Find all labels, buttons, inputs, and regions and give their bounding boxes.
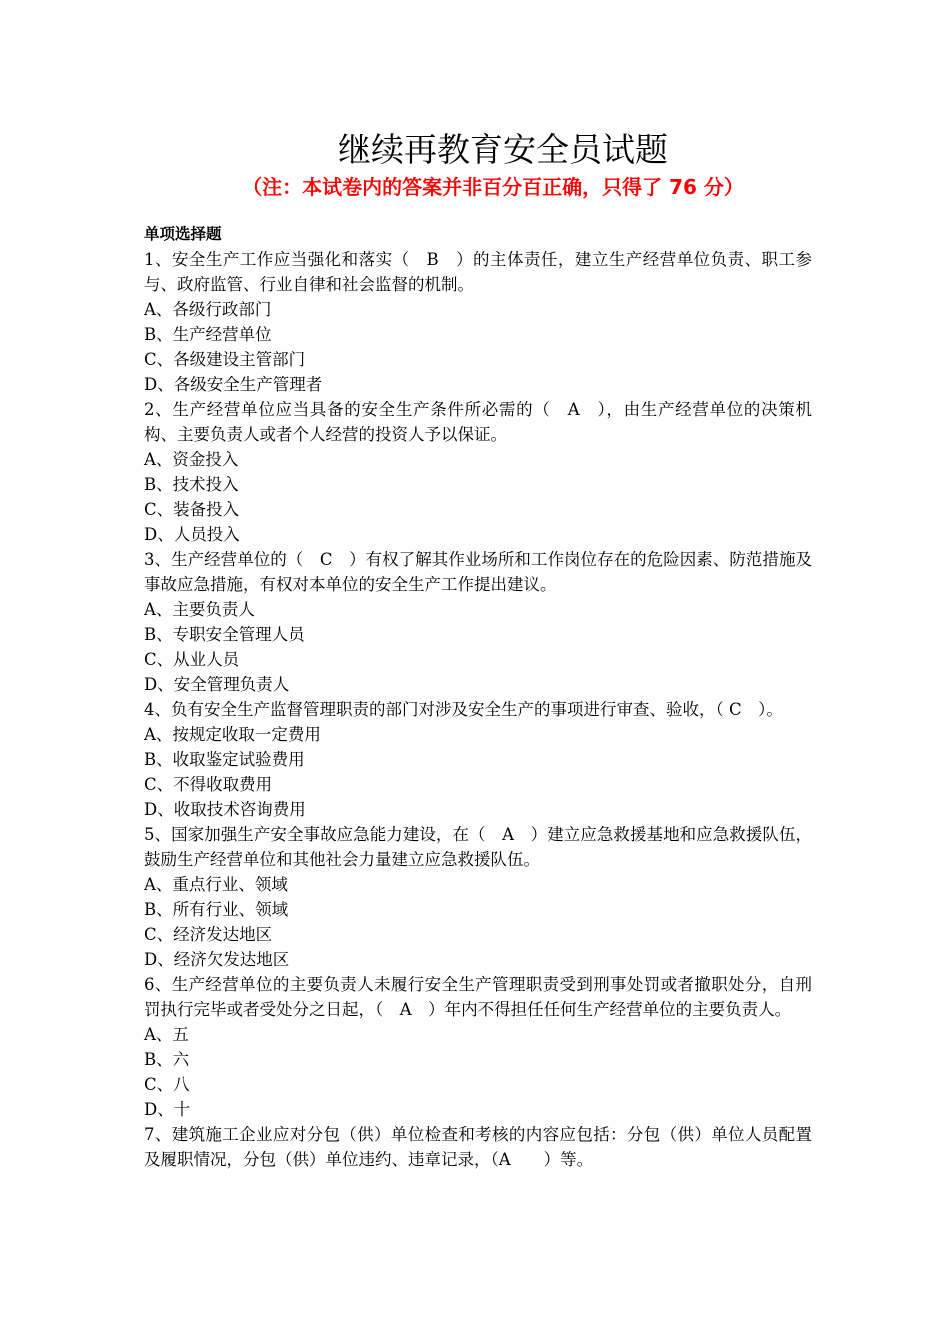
answer-option: D、十 <box>144 1100 191 1119</box>
answer-option: B、生产经营单位 <box>144 325 272 344</box>
question-text: 4、负有安全生产监督管理职责的部门对涉及安全生产的事项进行审查、验收，（ C ）。 <box>144 700 783 719</box>
answer-option: C、装备投入 <box>144 500 240 519</box>
score-note: （注：本试卷内的答案并非百分百正确，只得了 76 分） <box>242 175 744 199</box>
answer-option: A、资金投入 <box>144 450 239 469</box>
question-text: 3、生产经营单位的（ C ）有权了解其作业场所和工作岗位存在的危险因素、防范措施及事故应急措施，有权对本单位的安全生产工作提出建议。 <box>144 550 812 594</box>
answer-option: D、各级安全生产管理者 <box>144 375 323 394</box>
question-text: 7、建筑施工企业应对分包（供）单位检查和考核的内容应包括：分包（供）单位人员配置及履职情况，分包（供）单位违约、违章记录，（A ）等。 <box>144 1125 812 1169</box>
answer-option: C、各级建设主管部门 <box>144 350 306 369</box>
question-list <box>144 247 812 1172</box>
answer-option: D、人员投入 <box>144 525 240 544</box>
answer-option: B、技术投入 <box>144 475 239 494</box>
answer-option: A、重点行业、领域 <box>144 875 288 894</box>
section-heading: 单项选择题 <box>144 225 222 243</box>
answer-option: D、收取技术咨询费用 <box>144 800 306 819</box>
answer-option: D、经济欠发达地区 <box>144 950 290 969</box>
document-title: 继续再教育安全员试题 <box>338 130 668 169</box>
question-text: 2、生产经营单位应当具备的安全生产条件所必需的（ A ），由生产经营单位的决策机构、主要负责人或者个人经营的投资人予以保证。 <box>144 400 812 444</box>
exam-document <box>144 128 812 1172</box>
answer-option: B、所有行业、领域 <box>144 900 289 919</box>
answer-option: C、八 <box>144 1075 190 1094</box>
question-text: 5、国家加强生产安全事故应急能力建设，在（ A ）建立应急救援基地和应急救援队伍，鼓励生产经营单位和其他社会力量建立应急救援队伍。 <box>144 825 812 869</box>
answer-option: B、六 <box>144 1050 190 1069</box>
answer-option: A、各级行政部门 <box>144 300 272 319</box>
answer-option: B、专职安全管理人员 <box>144 625 305 644</box>
answer-option: A、五 <box>144 1025 189 1044</box>
answer-option: C、不得收取费用 <box>144 775 273 794</box>
answer-option: A、按规定收取一定费用 <box>144 725 321 744</box>
question-text: 1、安全生产工作应当强化和落实（ B ）的主体责任，建立生产经营单位负责、职工参与、政府监管、行业自律和社会监督的机制。 <box>144 250 812 294</box>
answer-option: C、经济发达地区 <box>144 925 273 944</box>
answer-option: B、收取鉴定试验费用 <box>144 750 305 769</box>
question-text: 6、生产经营单位的主要负责人未履行安全生产管理职责受到刑事处罚或者撤职处分，自刑罚执行完毕或者受处分之日起，（ A ）年内不得担任任何生产经营单位的主要负责人。 <box>144 975 812 1019</box>
answer-option: D、安全管理负责人 <box>144 675 290 694</box>
answer-option: C、从业人员 <box>144 650 240 669</box>
answer-option: A、主要负责人 <box>144 600 255 619</box>
